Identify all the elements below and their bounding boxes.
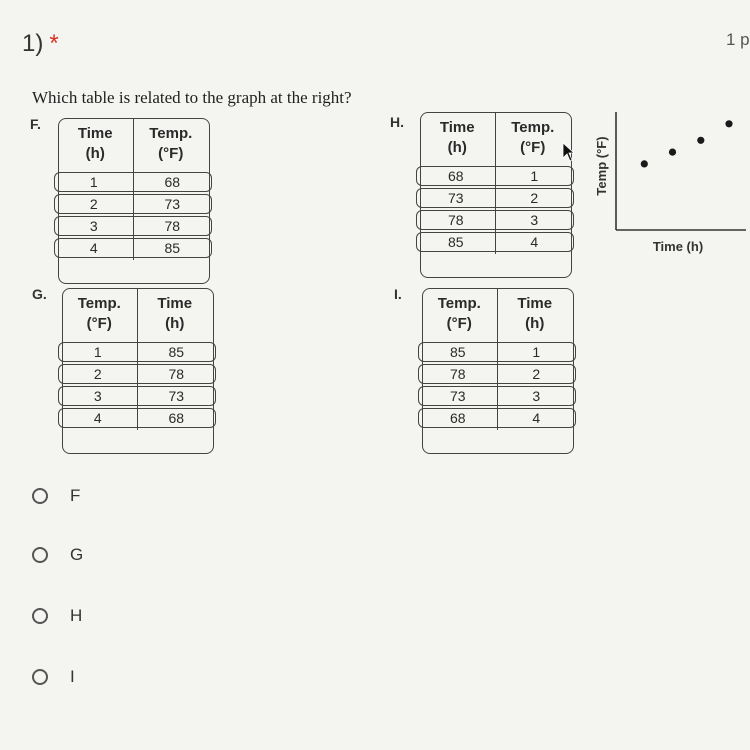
table-row <box>58 342 216 362</box>
table-cell: 73 <box>164 196 181 212</box>
table-cell: 73 <box>168 388 185 404</box>
graph-point <box>641 160 648 167</box>
table-cell: 1 <box>532 344 541 360</box>
table-row <box>418 408 576 428</box>
table-cell: 85 <box>417 233 496 251</box>
table-row <box>418 364 576 384</box>
table-cell: 73 <box>419 387 498 405</box>
table-header-cell: Time (h) <box>517 295 553 332</box>
points-label: 1 p <box>726 30 750 49</box>
graph-x-label: Time (h) <box>652 239 704 254</box>
table-cell: 4 <box>55 239 134 257</box>
table-header <box>422 288 572 342</box>
option-h[interactable] <box>32 606 82 626</box>
table-cell: 3 <box>59 387 138 405</box>
table-header-cell: Time (h) <box>157 295 193 332</box>
table-header-cell: Temp. (°F) <box>511 119 555 156</box>
table-row <box>58 364 216 384</box>
table-cell: 68 <box>417 167 496 185</box>
table-cell: 2 <box>59 365 138 383</box>
option-i-label: I <box>70 667 75 686</box>
graph-y-label: Temp (°F) <box>594 136 609 196</box>
table-cell: 73 <box>417 189 496 207</box>
table-cell: 1 <box>59 343 138 361</box>
table-h-label: H. <box>390 114 404 130</box>
table-g-label: G. <box>32 286 47 302</box>
table-cell: 78 <box>417 211 496 229</box>
question-number-text: 1) <box>22 30 44 57</box>
table-cell: 78 <box>419 365 498 383</box>
table-cell: 3 <box>55 217 134 235</box>
graph-point <box>669 149 676 156</box>
table-row <box>416 166 574 186</box>
table-header-cell: Temp. (°F) <box>149 125 193 162</box>
table-row <box>418 386 576 406</box>
option-h-label: H <box>70 606 83 625</box>
radio-g[interactable] <box>32 547 48 563</box>
table-cell: 2 <box>530 190 539 206</box>
option-f-label: F <box>70 486 81 505</box>
table-row <box>416 232 574 252</box>
option-g[interactable] <box>32 545 83 565</box>
graph-point <box>725 120 732 127</box>
table-i-label: I. <box>394 286 402 302</box>
table-row <box>418 342 576 362</box>
table-row <box>54 238 212 258</box>
mouse-cursor-icon <box>562 142 576 162</box>
radio-h[interactable] <box>32 608 48 624</box>
table-cell: 4 <box>59 409 138 427</box>
table-cell: 4 <box>532 410 541 426</box>
table-cell: 85 <box>419 343 498 361</box>
table-header-cell: Time (h) <box>420 112 496 166</box>
table-cell: 78 <box>168 366 185 382</box>
table-cell: 2 <box>532 366 541 382</box>
radio-f[interactable] <box>32 488 48 504</box>
table-cell: 68 <box>164 174 181 190</box>
table-row <box>58 386 216 406</box>
table-header-cell: Temp. (°F) <box>422 288 498 342</box>
table-cell: 68 <box>419 409 498 427</box>
table-header-cell: Temp. (°F) <box>62 288 138 342</box>
table-cell: 2 <box>55 195 134 213</box>
table-row <box>416 188 574 208</box>
graph-point <box>697 137 704 144</box>
table-row <box>58 408 216 428</box>
option-i[interactable] <box>32 667 75 687</box>
radio-i[interactable] <box>32 669 48 685</box>
table-cell: 1 <box>530 168 539 184</box>
table-cell: 78 <box>164 218 181 234</box>
table-cell: 85 <box>168 344 185 360</box>
option-f[interactable] <box>32 486 80 506</box>
required-asterisk: * <box>49 30 59 57</box>
table-header-cell: Time (h) <box>58 118 134 172</box>
scatter-graph <box>592 110 750 270</box>
table-header <box>420 112 570 166</box>
table-header <box>62 288 212 342</box>
question-number <box>22 30 59 58</box>
table-cell: 68 <box>168 410 185 426</box>
table-row <box>54 172 212 192</box>
table-cell: 85 <box>164 240 181 256</box>
table-cell: 3 <box>530 212 539 228</box>
table-header <box>58 118 208 172</box>
table-f-label: F. <box>30 116 41 132</box>
table-row <box>54 216 212 236</box>
table-cell: 3 <box>532 388 541 404</box>
table-cell: 4 <box>530 234 539 250</box>
option-g-label: G <box>70 545 84 564</box>
table-cell: 1 <box>55 173 134 191</box>
table-row <box>54 194 212 214</box>
table-row <box>416 210 574 230</box>
question-text: Which table is related to the graph at the right? <box>32 88 352 107</box>
